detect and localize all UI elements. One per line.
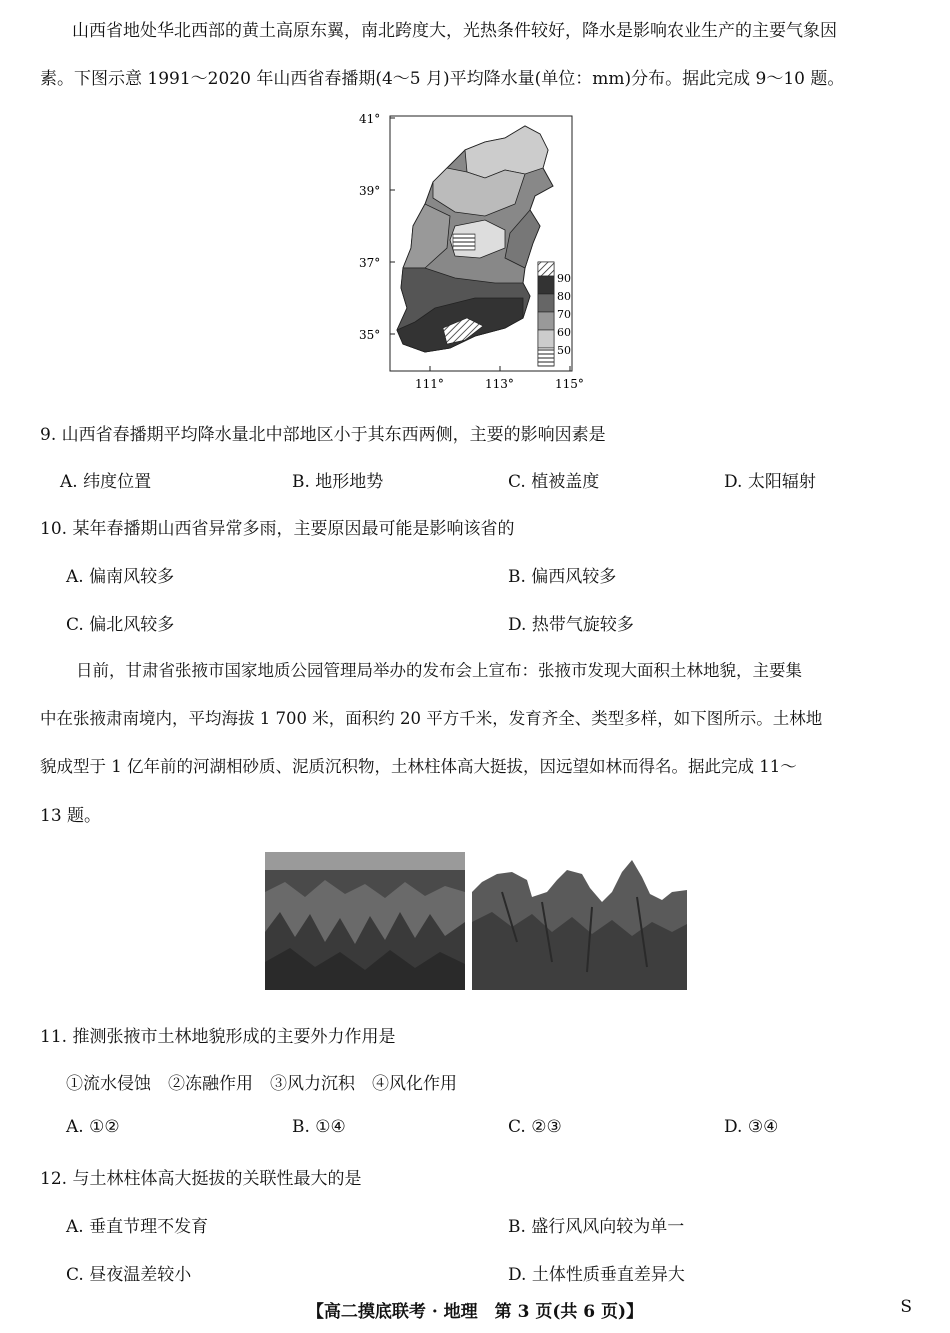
legend-70: 70 (557, 308, 571, 321)
lat-39: 39° (359, 184, 381, 198)
q11-stem: 11. 推测张掖市土林地貌形成的主要外力作用是 (40, 1027, 396, 1047)
q12-option-b: B. 盛行风风向较为单一 (508, 1217, 685, 1237)
q9-option-a: A. 纬度位置 (60, 472, 152, 492)
q11-choices: ①流水侵蚀 ②冻融作用 ③风力沉积 ④风化作用 (66, 1074, 457, 1094)
intro1-line2: 素。下图示意 1991～2020 年山西省春播期(4～5 月)平均降水量(单位：mm)分布。据此完成 9～10 题。 (40, 69, 845, 89)
q9-option-c: C. 植被盖度 (508, 472, 600, 492)
intro2-line3: 貌成型于 1 亿年前的河湖相砂质、泥质沉积物，土林柱体高大挺拔，因远望如林而得名。据此完成 11～ (40, 757, 797, 776)
q12-option-d: D. 土体性质垂直差异大 (508, 1265, 685, 1285)
q10-option-b: B. 偏西风较多 (508, 567, 617, 587)
q11-option-a: A. ①② (66, 1117, 120, 1137)
q10-option-c: C. 偏北风较多 (66, 615, 175, 635)
q12-option-c: C. 昼夜温差较小 (66, 1265, 192, 1285)
lat-35: 35° (359, 328, 381, 342)
lat-41: 41° (359, 112, 381, 126)
page-footer: 【高二摸底联考 · 地理 第 3 页(共 6 页)】 (306, 1302, 644, 1322)
footer-mark: S (900, 1297, 912, 1317)
q10-option-a: A. 偏南风较多 (66, 567, 175, 587)
lon-115: 115° (555, 377, 584, 391)
q12-option-a: A. 垂直节理不发育 (66, 1217, 209, 1237)
danxia-landscape-photo-1 (265, 852, 465, 990)
legend-50: 50 (557, 344, 571, 357)
legend-90: 90 (557, 272, 571, 285)
q11-option-d: D. ③④ (724, 1117, 779, 1137)
legend-80: 80 (557, 290, 571, 303)
lat-37: 37° (359, 256, 381, 270)
intro2-line1: 日前，甘肃省张掖市国家地质公园管理局举办的发布会上宣布：张掖市发现大面积土林地貌，主要集 (76, 661, 802, 680)
q10-stem: 10. 某年春播期山西省异常多雨，主要原因最可能是影响该省的 (40, 519, 515, 539)
shanxi-precip-map (355, 108, 595, 398)
q9-option-b: B. 地形地势 (292, 472, 384, 492)
legend-60: 60 (557, 326, 571, 339)
intro1-line1: 山西省地处华北西部的黄土高原东翼，南北跨度大，光热条件较好，降水是影响农业生产的主要气象因 (72, 21, 837, 41)
q9-stem: 9. 山西省春播期平均降水量北中部地区小于其东西两侧，主要的影响因素是 (40, 425, 606, 445)
lon-113: 113° (485, 377, 514, 391)
lon-111: 111° (415, 377, 444, 391)
intro2-line2: 中在张掖肃南境内，平均海拔 1 700 米，面积约 20 平方千米，发育齐全、类型多样，如下图所示。土林地 (40, 709, 823, 728)
q9-option-d: D. 太阳辐射 (724, 472, 816, 492)
danxia-landscape-photo-2 (472, 852, 687, 990)
q11-option-b: B. ①④ (292, 1117, 346, 1137)
intro2-line4: 13 题。 (40, 806, 102, 826)
q12-stem: 12. 与土林柱体高大挺拔的关联性最大的是 (40, 1169, 362, 1189)
map-svg (355, 108, 595, 398)
q10-option-d: D. 热带气旋较多 (508, 615, 634, 635)
q11-option-c: C. ②③ (508, 1117, 562, 1137)
